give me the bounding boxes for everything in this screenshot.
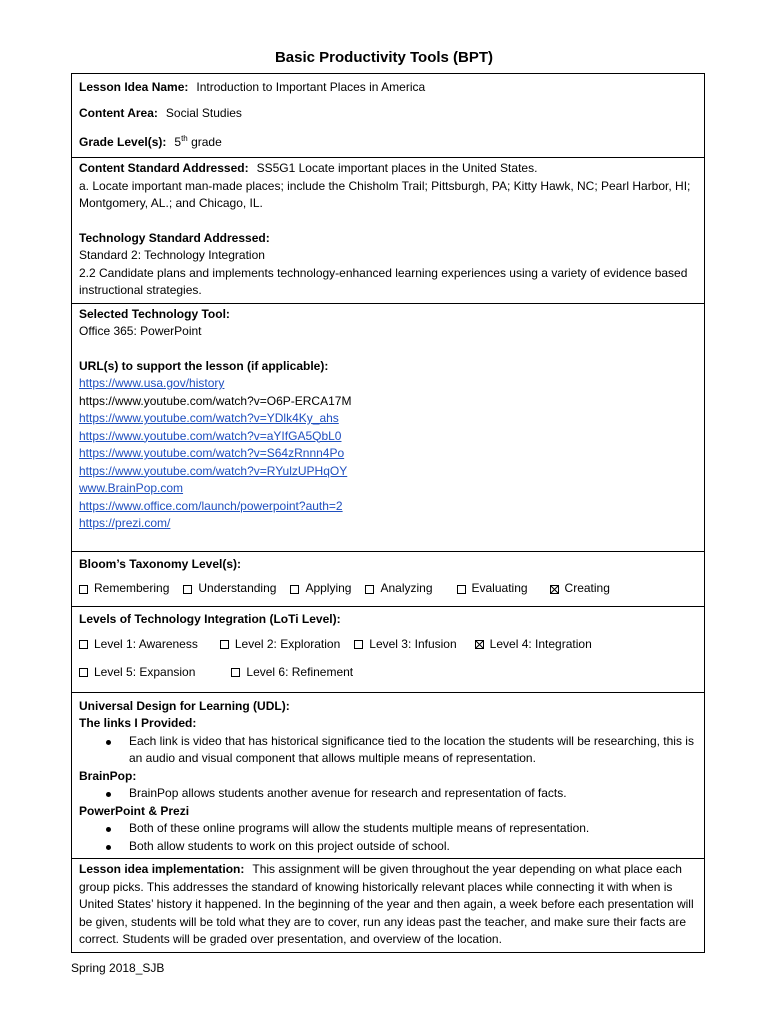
implementation-row bbox=[72, 859, 705, 953]
option-label: Level 5: Expansion bbox=[94, 664, 196, 679]
blooms-option-analyzing[interactable] bbox=[365, 580, 432, 598]
page-footer: Spring 2018_SJB bbox=[71, 961, 165, 975]
lesson-name-line bbox=[79, 76, 697, 102]
tool-label: Selected Technology Tool: bbox=[79, 306, 230, 321]
checkbox-icon bbox=[290, 585, 299, 594]
tech-standard-name: Standard 2: Technology Integration bbox=[79, 248, 265, 262]
loti-cell bbox=[72, 607, 705, 693]
content-area-value: Social Studies bbox=[165, 106, 242, 120]
udl-pp-heading: PowerPoint & Prezi bbox=[79, 803, 190, 818]
blooms-options bbox=[79, 575, 697, 603]
blooms-option-remembering[interactable] bbox=[79, 580, 169, 598]
option-label: Understanding bbox=[198, 581, 277, 596]
loti-row bbox=[72, 607, 705, 693]
udl-brainpop-heading: BrainPop: bbox=[79, 768, 137, 783]
checkbox-icon bbox=[79, 585, 88, 594]
udl-row bbox=[72, 692, 705, 859]
lesson-plan-table bbox=[71, 73, 705, 953]
url-usa-gov-history[interactable]: https://www.usa.gov/history bbox=[79, 376, 225, 390]
tech-standard-detail: 2.2 Candidate plans and implements technology-enhanced learning experiences using a variety of evidence based instructional strategies. bbox=[79, 265, 688, 297]
url-youtube-2[interactable]: https://www.youtube.com/watch?v=YDlk4Ky_ahs bbox=[79, 411, 339, 425]
list-item: BrainPop allows students another avenue for research and representation of facts. bbox=[129, 785, 697, 803]
url-youtube-3[interactable]: https://www.youtube.com/watch?v=aYIfGA5QbL0 bbox=[79, 428, 342, 443]
checkbox-icon bbox=[365, 585, 374, 594]
tool-value: Office 365: PowerPoint bbox=[79, 324, 202, 338]
loti-options-row-2 bbox=[79, 659, 697, 687]
loti-option-level-3[interactable] bbox=[354, 636, 456, 654]
loti-option-level-2[interactable] bbox=[220, 636, 340, 654]
content-standard-line bbox=[79, 160, 697, 178]
url-youtube-1: https://www.youtube.com/watch?v=O6P-ERCA17M bbox=[79, 393, 352, 408]
tool-row bbox=[72, 303, 705, 551]
udl-cell bbox=[72, 692, 705, 859]
option-label: Applying bbox=[305, 581, 352, 596]
option-label: Analyzing bbox=[380, 581, 433, 596]
lesson-name-label: Lesson Idea Name: bbox=[79, 80, 189, 94]
grade-level-label: Grade Level(s): bbox=[79, 135, 167, 149]
option-label: Creating bbox=[564, 581, 610, 596]
option-label: Level 2: Exploration bbox=[234, 636, 341, 651]
blooms-option-creating[interactable] bbox=[550, 580, 610, 598]
url-list bbox=[79, 375, 697, 533]
grade-suffix: th bbox=[181, 134, 188, 143]
blooms-label: Bloom’s Taxonomy Level(s): bbox=[79, 556, 242, 571]
option-label: Level 4: Integration bbox=[489, 636, 592, 651]
blooms-option-evaluating[interactable] bbox=[457, 580, 528, 598]
checked-checkbox-icon bbox=[475, 640, 484, 649]
content-standard-detail: a. Locate important man-made places; include the Chisholm Trail; Pittsburgh, PA; Kitty Hawk, NC; Pearl Harbor, HI; Montgomery, AL.; and Chicago, IL. bbox=[79, 178, 691, 210]
udl-brainpop-list bbox=[79, 785, 697, 803]
checkbox-icon bbox=[183, 585, 192, 594]
checkbox-icon bbox=[79, 668, 88, 677]
content-standard-label: Content Standard Addressed: bbox=[79, 161, 249, 175]
blooms-option-understanding[interactable] bbox=[183, 580, 276, 598]
standards-row bbox=[72, 158, 705, 304]
standards-cell bbox=[72, 158, 705, 304]
udl-links-list bbox=[79, 733, 697, 768]
blooms-cell bbox=[72, 551, 705, 607]
urls-label: URL(s) to support the lesson (if applicable): bbox=[79, 358, 329, 373]
list-item: Both allow students to work on this project outside of school. bbox=[129, 838, 697, 856]
option-label: Level 6: Refinement bbox=[246, 664, 354, 679]
option-label: Evaluating bbox=[471, 581, 528, 596]
loti-option-level-6[interactable] bbox=[231, 664, 353, 682]
loti-option-level-1[interactable] bbox=[79, 636, 198, 654]
option-label: Level 3: Infusion bbox=[369, 636, 457, 651]
lesson-name-value: Introduction to Important Places in America bbox=[196, 80, 426, 94]
udl-pp-list bbox=[79, 820, 697, 855]
option-label: Level 1: Awareness bbox=[94, 636, 198, 651]
lesson-info-row bbox=[72, 74, 705, 158]
lesson-info-cell bbox=[72, 74, 705, 158]
grade-word: grade bbox=[191, 135, 222, 149]
implementation-text: This assignment will be given throughout the year depending on what place each group picks. This addresses the standard of knowing historically relevant places while connecting it with when is United States’ history it happened. In the beginning of the year and then again, a week before each presentation will be given, students will be told what they are to cover, run any ideas past the teacher, and make sure their facts are correct. Students will be graded over presentation, and overview of the location. bbox=[79, 862, 694, 946]
tech-standard-label: Technology Standard Addressed: bbox=[79, 230, 270, 245]
tool-cell bbox=[72, 303, 705, 551]
grade-level-line bbox=[79, 128, 697, 154]
implementation-label: Lesson idea implementation: bbox=[79, 862, 245, 876]
content-area-label: Content Area: bbox=[79, 106, 158, 120]
url-office-powerpoint[interactable]: https://www.office.com/launch/powerpoint?auth=2 bbox=[79, 498, 343, 513]
grade-number: 5 bbox=[174, 135, 182, 149]
checkbox-icon bbox=[231, 668, 240, 677]
url-prezi[interactable]: https://prezi.com/ bbox=[79, 516, 171, 530]
checked-checkbox-icon bbox=[550, 585, 559, 594]
checkbox-icon bbox=[79, 640, 88, 649]
checkbox-icon bbox=[354, 640, 363, 649]
list-item: Each link is video that has historical significance tied to the location the students will be researching, this is an audio and visual component that allows multiple means of representation. bbox=[129, 733, 697, 768]
loti-options-row-1 bbox=[79, 631, 697, 659]
checkbox-icon bbox=[220, 640, 229, 649]
udl-links-heading: The links I Provided: bbox=[79, 716, 197, 730]
blooms-option-applying[interactable] bbox=[290, 580, 351, 598]
content-area-line bbox=[79, 102, 697, 128]
blooms-row bbox=[72, 551, 705, 607]
loti-label: Levels of Technology Integration (LoTi Level): bbox=[79, 612, 341, 626]
url-brainpop[interactable]: www.BrainPop.com bbox=[79, 481, 184, 495]
loti-option-level-4[interactable] bbox=[475, 636, 592, 654]
url-youtube-4[interactable]: https://www.youtube.com/watch?v=S64zRnnn4Po bbox=[79, 446, 345, 460]
implementation-cell bbox=[72, 859, 705, 953]
content-standard-code: SS5G1 Locate important places in the United States. bbox=[256, 161, 538, 175]
checkbox-icon bbox=[457, 585, 466, 594]
list-item: Both of these online programs will allow the students multiple means of representation. bbox=[129, 820, 697, 838]
option-label: Remembering bbox=[94, 581, 170, 596]
url-youtube-5[interactable]: https://www.youtube.com/watch?v=RYulzUPHqOY bbox=[79, 463, 348, 478]
udl-label: Universal Design for Learning (UDL): bbox=[79, 698, 290, 713]
loti-option-level-5[interactable] bbox=[79, 664, 195, 682]
document-title: Basic Productivity Tools (BPT) bbox=[274, 49, 494, 66]
